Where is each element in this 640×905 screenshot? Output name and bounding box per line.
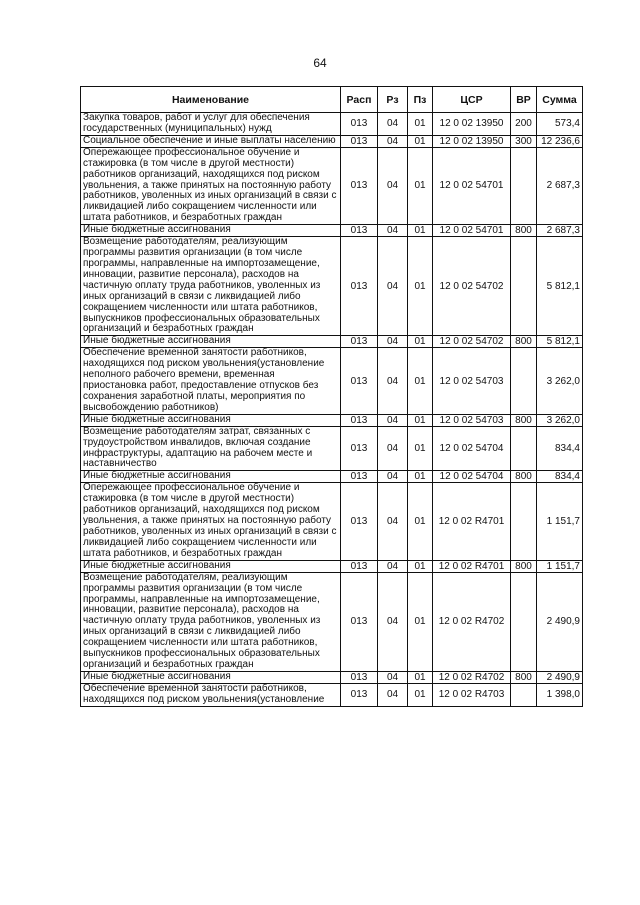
- row-pz: 01: [408, 683, 433, 706]
- row-csr: 12 0 02 13950: [433, 113, 511, 136]
- row-pz: 01: [408, 483, 433, 560]
- row-rz: 04: [378, 572, 408, 671]
- row-sum: 1 151,7: [537, 483, 583, 560]
- row-vr: 800: [511, 560, 537, 572]
- table-row: [81, 225, 583, 237]
- row-sum: 834,4: [537, 426, 583, 471]
- row-rasp: 013: [341, 147, 378, 224]
- row-rz: 04: [378, 147, 408, 224]
- row-rz: 04: [378, 113, 408, 136]
- table-row: [81, 671, 583, 683]
- row-vr: [511, 426, 537, 471]
- row-name: Иные бюджетные ассигнования: [81, 471, 341, 483]
- row-pz: 01: [408, 348, 433, 414]
- row-sum: 3 262,0: [537, 414, 583, 426]
- row-rasp: 013: [341, 572, 378, 671]
- row-rz: 04: [378, 683, 408, 706]
- table-row: [81, 147, 583, 224]
- row-rz: 04: [378, 671, 408, 683]
- row-rasp: 013: [341, 471, 378, 483]
- row-pz: 01: [408, 135, 433, 147]
- row-csr: 12 0 02 54702: [433, 336, 511, 348]
- row-rz: 04: [378, 237, 408, 336]
- row-csr: 12 0 02 54703: [433, 414, 511, 426]
- row-rasp: 013: [341, 683, 378, 706]
- row-pz: 01: [408, 336, 433, 348]
- row-name: Закупка товаров, работ и услуг для обеспечения государственных (муниципальных) нужд: [81, 113, 341, 136]
- table-row: [81, 426, 583, 471]
- row-vr: 200: [511, 113, 537, 136]
- row-csr: 12 0 02 54704: [433, 471, 511, 483]
- row-name: Опережающее профессиональное обучение и стажировка (в том числе в другой местности) работников организаций, находящихся под риском увольнения, а также принятых на постоянную работу работников, уволенных из иных организаций в связи с ликвидацией либо сокращением численности или штата работников, и безработных граждан: [81, 483, 341, 560]
- row-pz: 01: [408, 426, 433, 471]
- row-rz: 04: [378, 414, 408, 426]
- row-rasp: 013: [341, 237, 378, 336]
- row-pz: 01: [408, 414, 433, 426]
- row-name: Иные бюджетные ассигнования: [81, 671, 341, 683]
- row-name: Возмещение работодателям, реализующим программы развития организации (в том числе программы, направленные на импортозамещение, инновации, развитие персонала), расходов на частичную оплату труда работников, уволенных из иных организаций в связи с ликвидацией либо сокращением численности или штата работников, выпускников профессиональных образовательных организаций и безработных граждан: [81, 572, 341, 671]
- row-pz: 01: [408, 113, 433, 136]
- row-sum: 2 687,3: [537, 225, 583, 237]
- row-rasp: 013: [341, 426, 378, 471]
- row-vr: 800: [511, 225, 537, 237]
- row-name: Иные бюджетные ассигнования: [81, 414, 341, 426]
- row-rasp: 013: [341, 483, 378, 560]
- row-vr: 300: [511, 135, 537, 147]
- row-vr: [511, 348, 537, 414]
- header-rasp: Расп: [341, 87, 378, 113]
- header-pz: Пз: [408, 87, 433, 113]
- row-csr: 12 0 02 54701: [433, 225, 511, 237]
- table-row: [81, 336, 583, 348]
- table-row: [81, 483, 583, 560]
- row-csr: 12 0 02 R4702: [433, 671, 511, 683]
- row-rasp: 013: [341, 560, 378, 572]
- row-pz: 01: [408, 471, 433, 483]
- row-sum: 1 151,7: [537, 560, 583, 572]
- row-csr: 12 0 02 R4701: [433, 483, 511, 560]
- row-rasp: 013: [341, 225, 378, 237]
- row-pz: 01: [408, 560, 433, 572]
- row-csr: 12 0 02 13950: [433, 135, 511, 147]
- row-rz: 04: [378, 348, 408, 414]
- header-name: Наименование: [81, 87, 341, 113]
- row-sum: 2 490,9: [537, 671, 583, 683]
- row-pz: 01: [408, 572, 433, 671]
- row-sum: 2 490,9: [537, 572, 583, 671]
- row-name: Обеспечение временной занятости работников, находящихся под риском увольнения(установление: [81, 683, 341, 706]
- row-rz: 04: [378, 560, 408, 572]
- table-row: [81, 572, 583, 671]
- row-sum: 573,4: [537, 113, 583, 136]
- row-rz: 04: [378, 135, 408, 147]
- row-sum: 5 812,1: [537, 336, 583, 348]
- row-sum: 1 398,0: [537, 683, 583, 706]
- row-sum: 3 262,0: [537, 348, 583, 414]
- row-vr: 800: [511, 414, 537, 426]
- row-csr: 12 0 02 R4702: [433, 572, 511, 671]
- row-csr: 12 0 02 54702: [433, 237, 511, 336]
- header-vr: ВР: [511, 87, 537, 113]
- row-sum: 12 236,6: [537, 135, 583, 147]
- header-sum: Сумма: [537, 87, 583, 113]
- row-rz: 04: [378, 225, 408, 237]
- table-row: [81, 414, 583, 426]
- row-name: Опережающее профессиональное обучение и стажировка (в том числе в другой местности) работников организаций, находящихся под риском увольнения, а также принятых на постоянную работу работников, уволенных из иных организаций в связи с ликвидацией либо сокращением численности или штата работников, и безработных граждан: [81, 147, 341, 224]
- table-row: [81, 348, 583, 414]
- row-rz: 04: [378, 483, 408, 560]
- budget-table: [80, 86, 583, 707]
- row-rz: 04: [378, 336, 408, 348]
- table-row: [81, 560, 583, 572]
- row-csr: 12 0 02 54704: [433, 426, 511, 471]
- row-csr: 12 0 02 54703: [433, 348, 511, 414]
- row-csr: 12 0 02 R4701: [433, 560, 511, 572]
- table-row: [81, 683, 583, 706]
- row-rasp: 013: [341, 113, 378, 136]
- row-rasp: 013: [341, 348, 378, 414]
- table-row: [81, 113, 583, 136]
- row-vr: [511, 147, 537, 224]
- row-rz: 04: [378, 471, 408, 483]
- row-name: Возмещение работодателям затрат, связанных с трудоустройством инвалидов, включая создание инфраструктуры, адаптацию на рабочем месте и наставничество: [81, 426, 341, 471]
- row-name: Социальное обеспечение и иные выплаты населению: [81, 135, 341, 147]
- row-vr: 800: [511, 671, 537, 683]
- row-rasp: 013: [341, 414, 378, 426]
- row-vr: 800: [511, 471, 537, 483]
- row-name: Обеспечение временной занятости работников, находящихся под риском увольнения(установление неполного рабочего времени, временная приостановка работ, предоставление отпусков без сохранения заработной платы, мероприятия по высвобождению работников): [81, 348, 341, 414]
- row-csr: 12 0 02 R4703: [433, 683, 511, 706]
- row-name: Иные бюджетные ассигнования: [81, 225, 341, 237]
- row-pz: 01: [408, 671, 433, 683]
- row-pz: 01: [408, 237, 433, 336]
- header-csr: ЦСР: [433, 87, 511, 113]
- row-sum: 5 812,1: [537, 237, 583, 336]
- row-name: Иные бюджетные ассигнования: [81, 336, 341, 348]
- header-rz: Рз: [378, 87, 408, 113]
- row-rz: 04: [378, 426, 408, 471]
- table-header-row: [81, 87, 583, 113]
- row-pz: 01: [408, 225, 433, 237]
- row-pz: 01: [408, 147, 433, 224]
- row-csr: 12 0 02 54701: [433, 147, 511, 224]
- row-vr: 800: [511, 336, 537, 348]
- row-vr: [511, 572, 537, 671]
- row-vr: [511, 237, 537, 336]
- row-vr: [511, 683, 537, 706]
- row-rasp: 013: [341, 671, 378, 683]
- table-row: [81, 135, 583, 147]
- row-sum: 2 687,3: [537, 147, 583, 224]
- row-sum: 834,4: [537, 471, 583, 483]
- row-name: Иные бюджетные ассигнования: [81, 560, 341, 572]
- table-row: [81, 237, 583, 336]
- row-name: Возмещение работодателям, реализующим программы развития организации (в том числе программы, направленные на импортозамещение, инновации, развитие персонала), расходов на частичную оплату труда работников, уволенных из иных организаций в связи с ликвидацией либо сокращением численности или штата работников, выпускников профессиональных образовательных организаций и безработных граждан: [81, 237, 341, 336]
- row-rasp: 013: [341, 135, 378, 147]
- row-rasp: 013: [341, 336, 378, 348]
- row-vr: [511, 483, 537, 560]
- page-number: 64: [313, 56, 327, 70]
